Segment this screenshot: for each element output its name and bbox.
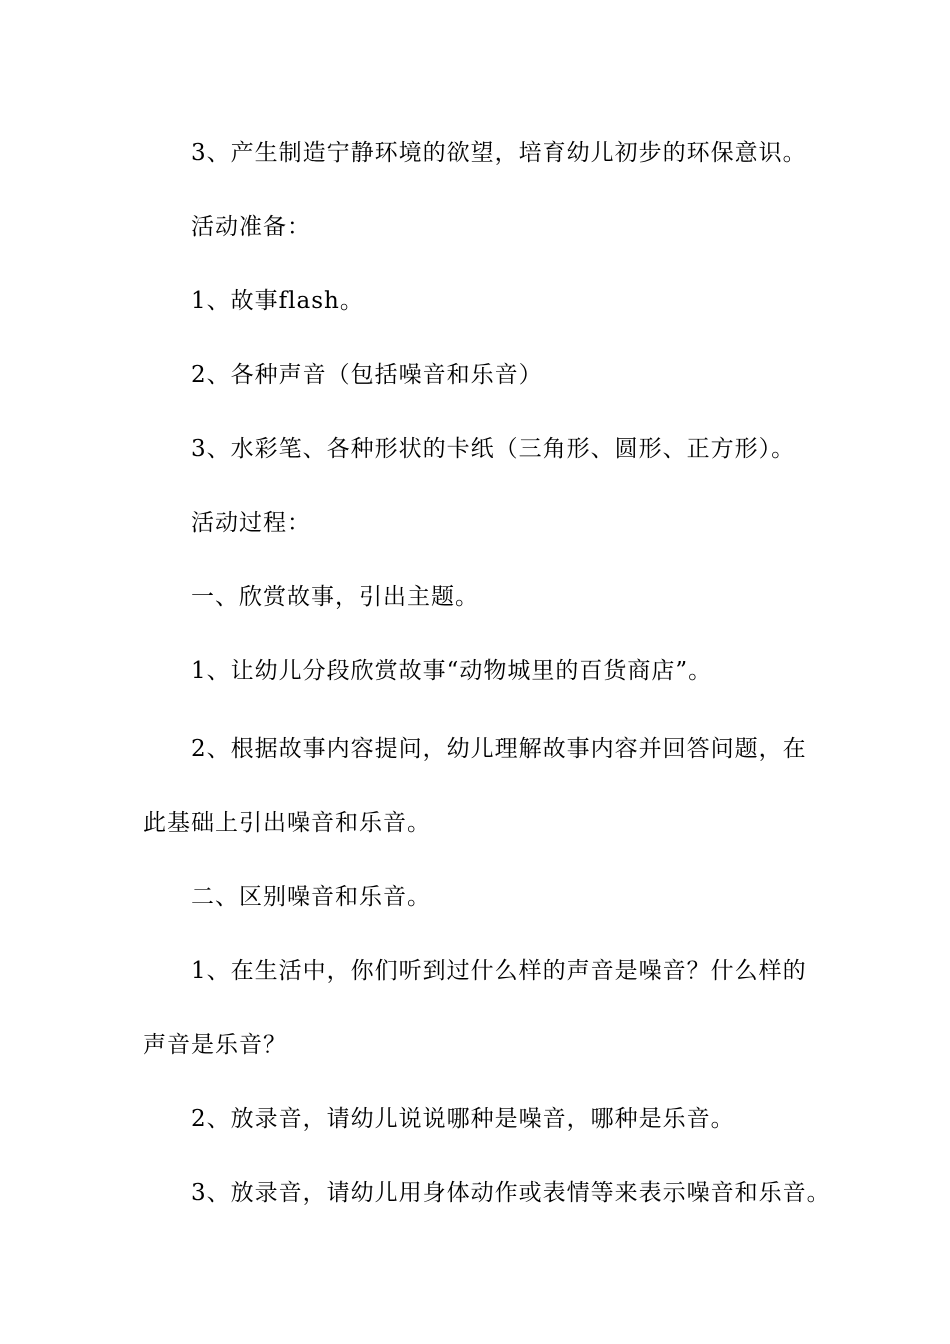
step-two-item-2: 2、放录音，请幼儿说说哪种是噪音，哪种是乐音。 <box>191 1106 735 1132</box>
step-two-item-3: 3、放录音，请幼儿用身体动作或表情等来表示噪音和乐音。 <box>191 1180 831 1206</box>
step-one-item-2: 2、根据故事内容提问，幼儿理解故事内容并回答问题，在 <box>191 736 807 762</box>
step-one-item-1: 1、让幼儿分段欣赏故事“动物城里的百货商店”。 <box>191 658 713 684</box>
step-two-item-1: 1、在生活中，你们听到过什么样的声音是噪音？什么样的 <box>191 958 807 984</box>
preparation-item-3: 3、水彩笔、各种形状的卡纸（三角形、圆形、正方形）。 <box>191 436 796 462</box>
preparation-item-2: 2、各种声音（包括噪音和乐音） <box>191 362 543 388</box>
step-one-heading: 一、欣赏故事，引出主题。 <box>191 584 479 610</box>
section-process-heading: 活动过程： <box>191 510 311 536</box>
step-two-item-1-continued: 声音是乐音？ <box>143 1032 287 1058</box>
preparation-item-1: 1、故事flash。 <box>191 288 364 314</box>
section-preparation-heading: 活动准备： <box>191 214 311 240</box>
step-two-heading: 二、区别噪音和乐音。 <box>191 884 431 910</box>
step-one-item-2-continued: 此基础上引出噪音和乐音。 <box>143 810 431 836</box>
goal-3: 3、产生制造宁静环境的欲望，培育幼儿初步的环保意识。 <box>191 140 807 166</box>
